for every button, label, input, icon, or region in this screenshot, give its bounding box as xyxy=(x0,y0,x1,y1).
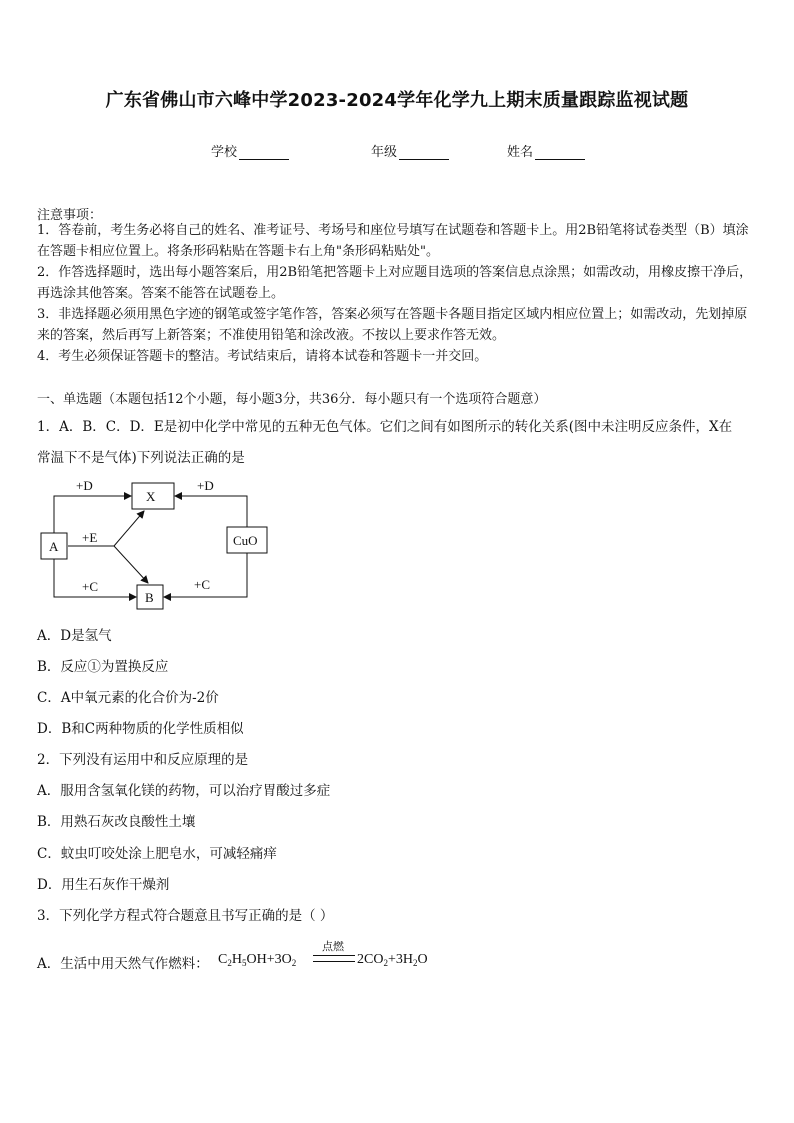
note-item: 4．考生必须保证答题卡的整洁。考试结束后，请将本试卷和答题卡一并交回。 xyxy=(37,349,488,364)
label-top-left: +D xyxy=(76,478,93,493)
q3-option-a xyxy=(37,938,597,974)
q2-option-d: D．用生石灰作干燥剂 xyxy=(37,877,170,893)
q1-option-d: D．B和C两种物质的化学性质相似 xyxy=(37,721,244,737)
note-item: 2．作答选择题时，选出每小题答案后，用2B铅笔把答题卡上对应题目选项的答案信息点涂黑；如需改动，用橡皮擦干净后，再选涂其他答案。答案不能答在试题卷上。 xyxy=(37,265,753,301)
q2-option-c: C．蚊虫叮咬处涂上肥皂水，可减轻痛痒 xyxy=(37,846,277,862)
name-field xyxy=(507,141,585,160)
equation-sign xyxy=(313,955,355,962)
q2-option-b: B．用熟石灰改良酸性土壤 xyxy=(37,814,196,830)
q1-option-b: B．反应①为置换反应 xyxy=(37,659,169,675)
q1-option-c: C．A中氧元素的化合价为-2价 xyxy=(37,690,219,706)
grade-blank xyxy=(399,147,449,160)
label-bottom-left: +C xyxy=(82,579,99,594)
question-1-stem-line-2: 常温下不是气体)下列说法正确的是 xyxy=(37,450,245,466)
school-field xyxy=(211,141,289,160)
note-item: 3．非选择题必须用黑色字迹的钢笔或签字笔作答，答案必须写在答题卡各题目指定区域内相应位置上；如需改动，先划掉原来的答案，然后再写上新答案；不准使用铅笔和涂改液。不按以上要求作答无效。 xyxy=(37,307,748,343)
label-bottom-right: +C xyxy=(194,577,211,592)
arrow-branch-to-b xyxy=(114,546,148,583)
label-mid: +E xyxy=(82,530,98,545)
question-2-stem: 2．下列没有运用中和反应原理的是 xyxy=(37,752,249,768)
reaction-condition: 点燃 xyxy=(322,940,344,953)
box-a-label: A xyxy=(49,539,59,554)
arrow-a-to-x xyxy=(54,496,131,533)
grade-field xyxy=(371,141,449,160)
q2-option-a: A．服用含氢氧化镁的药物，可以治疗胃酸过多症 xyxy=(37,783,331,799)
equation-lhs: $C_2H_5OH+3O_2$ xyxy=(218,952,297,968)
name-blank xyxy=(535,147,585,160)
arrow-branch-to-x xyxy=(114,511,144,546)
question-3-stem: 3．下列化学方程式符合题意且书写正确的是（ ） xyxy=(37,908,334,924)
note-item: 1．答卷前，考生务必将自己的姓名、准考证号、考场号和座位号填写在试题卷和答题卡上。用2B铅笔将试卷类型（B）填涂在答题卡相应位置上。将条形码粘贴在答题卡右上角"条形码粘贴处"。 xyxy=(37,223,749,259)
question-1-stem-line-1: 1．A．B．C．D．E是初中化学中常见的五种无色气体。它们之间有如图所示的转化关系(图中未注明反应条件，X在 xyxy=(37,419,733,435)
grade-label: 年级 xyxy=(371,145,398,160)
box-b-label: B xyxy=(145,590,154,605)
box-x-label: X xyxy=(146,489,156,504)
equation-rhs: $2CO_2+3H_2O$ xyxy=(357,952,428,968)
notes-heading: 注意事项： xyxy=(37,208,103,223)
school-blank xyxy=(239,147,289,160)
section-heading: 一、单选题（本题包括12个小题，每小题3分，共36分．每小题只有一个选项符合题意） xyxy=(37,392,547,407)
label-top-right: +D xyxy=(197,478,214,493)
q1-option-a: A．D是氢气 xyxy=(37,628,112,644)
conversion-diagram xyxy=(36,474,276,614)
arrow-cuo-to-x xyxy=(175,496,247,527)
name-label: 姓名 xyxy=(507,145,534,160)
q3-option-a-label: A．生活中用天然气作燃料： xyxy=(37,956,209,972)
page-title: 广东省佛山市六峰中学2023-2024学年化学九上期末质量跟踪监视试题 xyxy=(105,90,689,111)
box-cuo-label: CuO xyxy=(233,533,258,548)
school-label: 学校 xyxy=(211,145,238,160)
